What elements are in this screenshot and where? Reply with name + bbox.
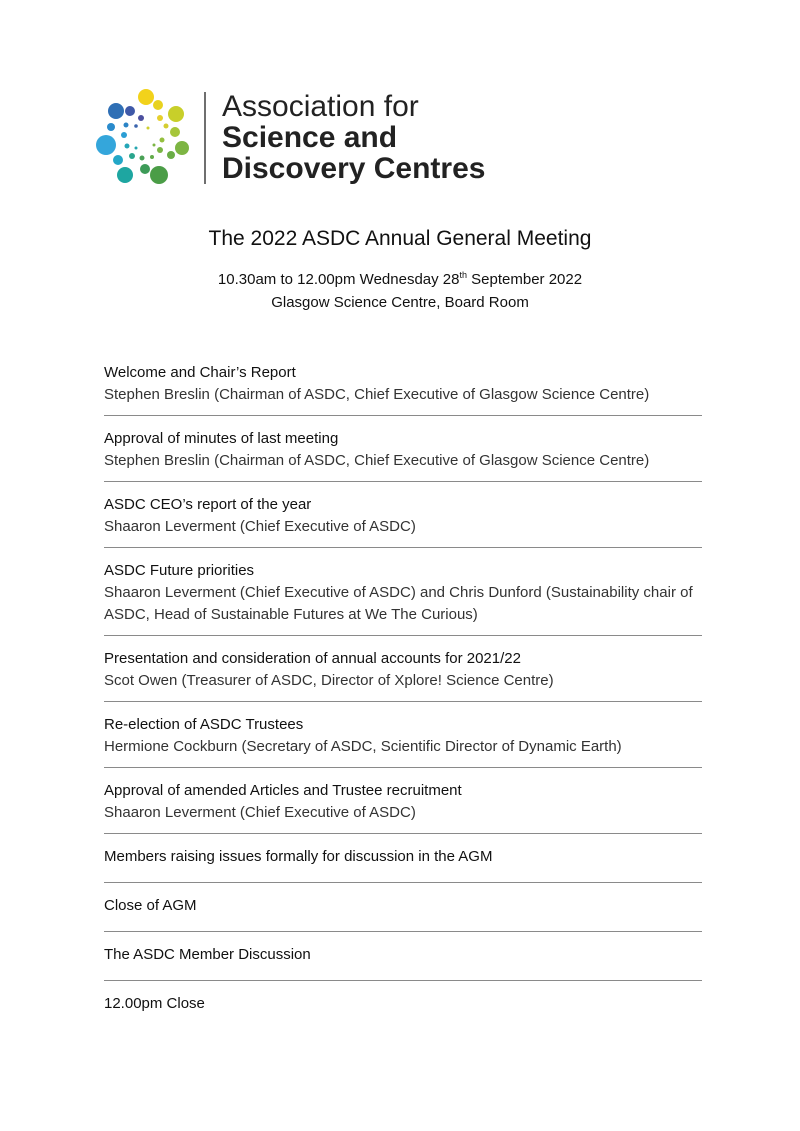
agenda-item [104,993,702,1029]
agenda-item-title: Close of AGM [104,897,197,914]
agenda-item-title: Welcome and Chair’s Report [104,364,296,381]
agenda-item-title: The ASDC Member Discussion [104,946,311,963]
agenda-item-presenter: Shaaron Leverment (Chief Executive of ASDC) and Chris Dunford (Sustainability chair of ASDC, Head of Sustainable Futures at We The Curious) [104,584,693,623]
agenda-item-presenter: Stephen Breslin (Chairman of ASDC, Chief Executive of Glasgow Science Centre) [104,386,650,403]
agenda-item [104,648,702,702]
organization-name-line1: Association for [222,90,419,123]
agenda-item-title: 12.00pm Close [104,995,205,1012]
agenda-item-presenter: Scot Owen (Treasurer of ASDC, Director of Xplore! Science Centre) [104,672,554,689]
agenda-item [104,780,702,834]
organization-name [222,91,485,184]
agenda-item [104,560,702,636]
meeting-time [0,270,800,288]
organization-name-line3: Discovery Centres [222,152,486,185]
agenda-item [104,895,702,932]
agenda-item [104,944,702,981]
agenda-item-presenter: Hermione Cockburn (Secretary of ASDC, Scientific Director of Dynamic Earth) [104,738,622,755]
agenda-item-title: Approval of amended Articles and Trustee recruitment [104,782,462,799]
agenda-item [104,846,702,883]
agenda-item-title: Approval of minutes of last meeting [104,430,339,447]
agenda-item-presenter: Shaaron Leverment (Chief Executive of ASDC) [104,518,416,535]
agenda-item-title: ASDC CEO’s report of the year [104,496,312,513]
agenda-item [104,494,702,548]
agenda-item-title: Re-election of ASDC Trustees [104,716,304,733]
agenda-list [104,362,702,1041]
meeting-time-prefix: 10.30am to 12.00pm Wednesday 28 [217,271,460,288]
agenda-item [104,714,702,768]
agenda-item [104,362,702,416]
meeting-location: Glasgow Science Centre, Board Room [271,294,529,311]
logo-divider [204,92,206,184]
meeting-time-suffix: September 2022 [467,271,583,288]
agenda-item-title: ASDC Future priorities [104,562,255,579]
agenda-item-presenter: Shaaron Leverment (Chief Executive of ASDC) [104,804,416,821]
meeting-title: The 2022 ASDC Annual General Meeting [208,227,592,250]
agenda-item-title: Presentation and consideration of annual accounts for 2021/22 [104,650,521,667]
organization-name-line2: Science and [222,121,398,154]
meeting-time-ordinal: th [459,270,467,280]
agenda-item-title: Members raising issues formally for discussion in the AGM [104,848,493,865]
header [96,88,516,188]
asdc-logo-icon [96,88,196,188]
agenda-item [104,428,702,482]
agenda-item-presenter: Stephen Breslin (Chairman of ASDC, Chief Executive of Glasgow Science Centre) [104,452,650,469]
